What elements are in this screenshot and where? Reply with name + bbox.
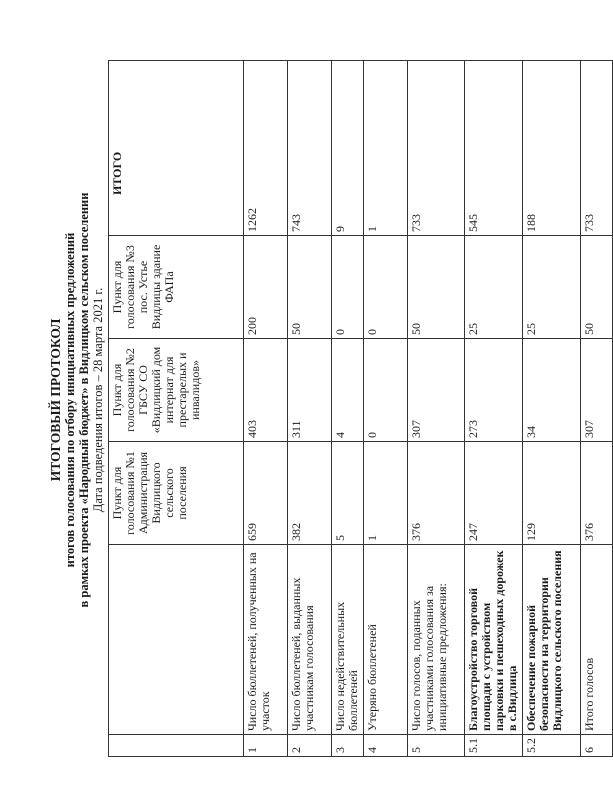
table-row bbox=[244, 61, 288, 757]
cell-point-1: 382 bbox=[288, 442, 332, 545]
cell-point-3: 25 bbox=[465, 236, 523, 339]
cell-total: 1262 bbox=[244, 61, 288, 236]
row-number: 5.2 bbox=[523, 735, 581, 757]
cell-point-2: 273 bbox=[465, 339, 523, 442]
row-label: Число бюллетеней, выданных участникам голосования bbox=[288, 545, 332, 735]
cell-point-2: 307 bbox=[408, 339, 465, 442]
cell-point-1: 5 bbox=[332, 442, 364, 545]
cell-total: 545 bbox=[465, 61, 523, 236]
col-header-point-1: Пункт для голосования №1 Администрация Видлицкого сельского поселения bbox=[109, 442, 244, 545]
col-header-total: ИТОГО bbox=[109, 61, 244, 236]
row-number: 5 bbox=[408, 735, 465, 757]
row-label: Обеспечение пожарной безопасности на территории Видлицкого сельского поселения bbox=[523, 545, 581, 735]
cell-total: 733 bbox=[581, 61, 613, 236]
protocol-subtitle: итогов голосования по отбору инициативных предложений bbox=[63, 232, 77, 568]
row-number: 1 bbox=[244, 735, 288, 757]
row-number: 4 bbox=[364, 735, 408, 757]
protocol-title: ИТОГОВЫЙ ПРОТОКОЛ bbox=[48, 318, 63, 482]
cell-point-1: 129 bbox=[523, 442, 581, 545]
cell-point-2: 4 bbox=[332, 339, 364, 442]
cell-point-3: 25 bbox=[523, 236, 581, 339]
row-label: Итого голосов bbox=[581, 545, 613, 735]
cell-total: 743 bbox=[288, 61, 332, 236]
cell-total: 9 bbox=[332, 61, 364, 236]
cell-point-3: 200 bbox=[244, 236, 288, 339]
cell-point-3: 0 bbox=[332, 236, 364, 339]
col-header-number bbox=[109, 735, 244, 757]
protocol-project-line: в рамках проекта «Народный бюджет» в Видлицком сельском поселении bbox=[77, 192, 91, 608]
table-row bbox=[364, 61, 408, 757]
results-table bbox=[108, 60, 613, 757]
table-row bbox=[581, 61, 613, 757]
table-header-row bbox=[109, 61, 244, 757]
table-row bbox=[332, 61, 364, 757]
table-row bbox=[408, 61, 465, 757]
cell-point-3: 50 bbox=[288, 236, 332, 339]
row-number: 6 bbox=[581, 735, 613, 757]
row-label: Утеряно бюллетеней bbox=[364, 545, 408, 735]
row-label: Число недействительных бюллетеней bbox=[332, 545, 364, 735]
cell-total: 733 bbox=[408, 61, 465, 236]
cell-point-3: 50 bbox=[581, 236, 613, 339]
cell-total: 188 bbox=[523, 61, 581, 236]
cell-point-1: 376 bbox=[408, 442, 465, 545]
col-header-point-2: Пункт для голосования №2 ГБСУ СО «Видлицкий дом интернат для престарелых и инвалидов» bbox=[109, 339, 244, 442]
cell-point-3: 0 bbox=[364, 236, 408, 339]
cell-point-2: 0 bbox=[364, 339, 408, 442]
cell-point-3: 50 bbox=[408, 236, 465, 339]
table-row bbox=[523, 61, 581, 757]
cell-point-1: 376 bbox=[581, 442, 613, 545]
row-label: Число голосов, поданных участниками голосования за инициативные предложения: bbox=[408, 545, 465, 735]
protocol-date-line: Дата подведения итогов – 28 марта 2021 г. bbox=[91, 287, 105, 513]
cell-point-2: 307 bbox=[581, 339, 613, 442]
cell-point-1: 659 bbox=[244, 442, 288, 545]
cell-point-2: 34 bbox=[523, 339, 581, 442]
table-row bbox=[465, 61, 523, 757]
col-header-indicator bbox=[109, 545, 244, 735]
row-label: Благоустройство торговой площади с устройством парковки и пешеходных дорожек в с.Видлица bbox=[465, 545, 523, 735]
row-number: 2 bbox=[288, 735, 332, 757]
row-label: Число бюллетеней, полученных на участок bbox=[244, 545, 288, 735]
cell-point-1: 1 bbox=[364, 442, 408, 545]
cell-point-2: 403 bbox=[244, 339, 288, 442]
table-row bbox=[288, 61, 332, 757]
cell-total: 1 bbox=[364, 61, 408, 236]
cell-point-1: 247 bbox=[465, 442, 523, 545]
row-number: 5.1 bbox=[465, 735, 523, 757]
cell-point-2: 311 bbox=[288, 339, 332, 442]
col-header-point-3: Пункт для голосования №3 пос. Устье Видлицы здание ФАПа bbox=[109, 236, 244, 339]
row-number: 3 bbox=[332, 735, 364, 757]
